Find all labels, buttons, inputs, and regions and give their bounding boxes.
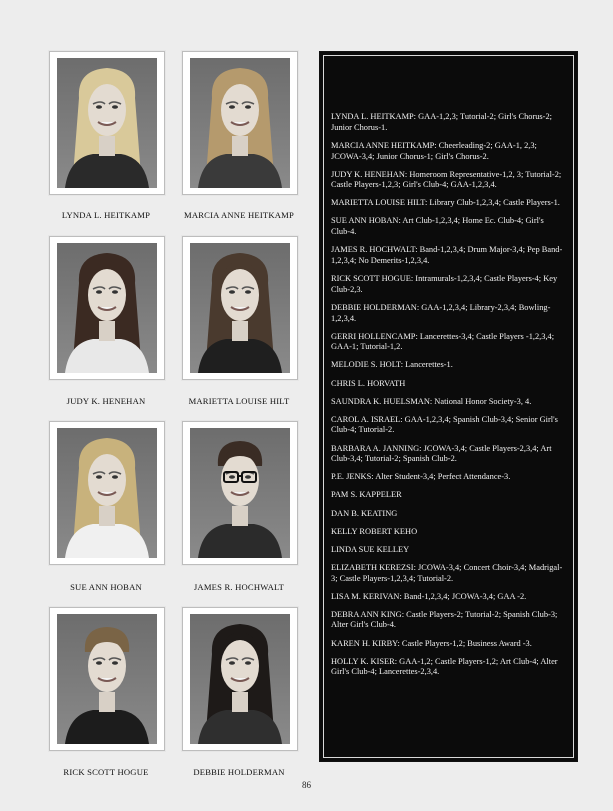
portrait-image: [57, 428, 157, 558]
activity-entry: LYNDA L. HEITKAMP: GAA-1,2,3; Tutorial-2; Girl's Chorus-2; Junior Chorus-1.: [331, 112, 552, 132]
portrait-silhouette: [190, 58, 290, 188]
portrait-silhouette: [190, 428, 290, 558]
activity-entry: BARBARA A. JANNING: JCOWA-3,4; Castle Players-2,3,4; Art Club-3,4; Tutorial-2; Spanish Club-2.: [331, 443, 552, 464]
activity-entry: MARIETTA LOUISE HILT: Library Club-1,2,3,4; Castle Players-1.: [331, 198, 560, 208]
portrait-silhouette: [57, 58, 157, 188]
activity-entry: LISA M. KERIVAN: Band-1,2,3,4; JCOWA-3,4; GAA -2.: [331, 591, 527, 601]
activity-entry: KAREN H. KIRBY: Castle Players-1,2; Business Award -3.: [331, 638, 532, 648]
activity-entry: SAUNDRA K. HUELSMAN: National Honor Society-3, 4.: [331, 396, 532, 406]
portrait-image: [57, 614, 157, 744]
activity-entry: JAMES R. HOCHWALT: Band-1,2,3,4; Drum Major-3,4; Pep Band-1,2,3,4; No Demerits-1,2,3,4.: [331, 245, 563, 265]
portrait-caption: JUDY K. HENEHAN: [66, 396, 146, 406]
activity-entry: MELODIE S. HOLT: Lancerettes-1.: [331, 360, 453, 370]
activity-entry: RICK SCOTT HOGUE: Intramurals-1,2,3,4; Castle Players-4; Key Club-2,3.: [331, 274, 558, 294]
portrait-photo: [49, 51, 165, 195]
activity-entry: KELLY ROBERT KEHO: [331, 526, 418, 536]
portrait-silhouette: [190, 243, 290, 373]
activity-entry: CHRIS L. HORVATH: [331, 378, 406, 388]
portrait-image: [190, 243, 290, 373]
activity-entry: SUE ANN HOBAN: Art Club-1,2,3,4; Home Ec. Club-4; Girl's Club-4.: [331, 216, 544, 237]
activity-entry: DAN B. KEATING: [331, 508, 398, 518]
portrait-photo: [49, 421, 165, 565]
portrait-caption: RICK SCOTT HOGUE: [63, 767, 149, 777]
activities-list: [331, 112, 563, 685]
portrait-silhouette: [57, 243, 157, 373]
activity-entry: DEBBIE HOLDERMAN: GAA-1,2,3,4; Library-2,3,4; Bowling-1,2,3,4.: [331, 302, 551, 323]
portrait-silhouette: [190, 614, 290, 744]
portrait-photo: [182, 607, 298, 751]
activity-entry: MARCIA ANNE HEITKAMP: Cheerleading-2; GAA-1, 2,3; JCOWA-3,4; Junior Chorus-1; Girl's Chorus-2.: [331, 140, 537, 161]
portrait-photo: [49, 236, 165, 380]
portrait-silhouette: [57, 614, 157, 744]
portrait-caption: SUE ANN HOBAN: [70, 582, 142, 592]
activity-entry: HOLLY K. KISER: GAA-1,2; Castle Players-1,2; Art Club-4; Alter Girl's Club-4; Lancerettes-2,3,4.: [331, 656, 558, 677]
activity-entry: CAROL A. ISRAEL: GAA-1,2,3,4; Spanish Club-3,4; Senior Girl's Club-4; Tutorial-2.: [331, 414, 558, 435]
portrait-caption: MARIETTA LOUISE HILT: [188, 396, 290, 406]
activity-entry: DEBRA ANN KING: Castle Players-2; Tutorial-2; Spanish Club-3; Alter Girl's Club-4.: [331, 609, 558, 630]
portrait-photo: [182, 421, 298, 565]
portrait-caption: MARCIA ANNE HEITKAMP: [184, 210, 294, 220]
page-number: 86: [302, 780, 311, 790]
portrait-photo: [182, 236, 298, 380]
activity-entry: P.E. JENKS: Alter Student-3,4; Perfect Attendance-3.: [331, 472, 511, 482]
activity-entry: GERRI HOLLENCAMP: Lancerettes-3,4; Castle Players -1,2,3,4; GAA-1; Tutorial-1,2.: [331, 331, 555, 352]
activity-entry: JUDY K. HENEHAN: Homeroom Representative-1,2, 3; Tutorial-2; Castle Players-1,2,3; Girl's Club-4; GAA-1,2,3,4.: [331, 169, 562, 190]
activity-entry: PAM S. KAPPELER: [331, 490, 402, 500]
portrait-image: [190, 58, 290, 188]
portrait-photo: [182, 51, 298, 195]
portrait-image: [190, 428, 290, 558]
portrait-caption: LYNDA L. HEITKAMP: [61, 210, 151, 220]
portrait-image: [57, 243, 157, 373]
portrait-image: [190, 614, 290, 744]
portrait-silhouette: [57, 428, 157, 558]
portrait-image: [57, 58, 157, 188]
activity-entry: LINDA SUE KELLEY: [331, 544, 410, 554]
activity-entry: ELIZABETH KEREZSI: JCOWA-3,4; Concert Choir-3,4; Madrigal-3; Castle Players-1,2,3,4; Tutorial-2.: [331, 562, 563, 583]
portrait-caption: DEBBIE HOLDERMAN: [193, 767, 285, 777]
portrait-photo: [49, 607, 165, 751]
activities-panel: [319, 51, 578, 762]
portrait-caption: JAMES R. HOCHWALT: [193, 582, 285, 592]
